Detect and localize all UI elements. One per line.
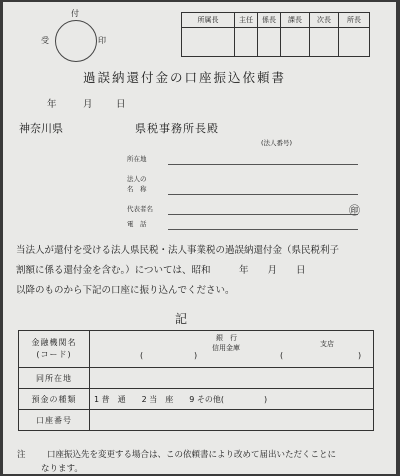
body-text-line-2: 割額に係る還付金を含む。）については、昭和 年 月 日: [16, 265, 306, 276]
representative-label: 代表者名: [127, 205, 153, 213]
location-value-cell[interactable]: [90, 368, 374, 389]
approval-header-shozokucho: 所属長: [182, 13, 235, 28]
institution-code-label: (コード): [36, 350, 72, 359]
institution-value-cell[interactable]: [90, 331, 374, 368]
address-line[interactable]: [168, 164, 358, 165]
deposit-type-label: 預金の種類: [19, 389, 90, 410]
phone-label: 電 話: [127, 220, 147, 228]
corp-name-line[interactable]: [168, 194, 358, 195]
body-text-line-3: 以降のものから下記の口座に振り込んでください。: [16, 285, 235, 296]
representative-line[interactable]: [168, 214, 358, 215]
date-month-label: 月: [83, 99, 93, 110]
code-paren-open: (: [140, 351, 144, 360]
code-paren-close: ): [194, 351, 198, 360]
branch-paren-open: (: [280, 351, 284, 360]
approval-cell[interactable]: [258, 28, 281, 57]
note-label: 注: [17, 450, 26, 460]
prefecture-name: 神奈川県: [19, 122, 63, 135]
reception-stamp-circle: [55, 20, 97, 62]
account-number-cell[interactable]: [90, 410, 374, 431]
addressee: 県税事務所長殿: [135, 122, 219, 135]
stamp-label-right: 印: [98, 36, 106, 45]
bank-account-table: [18, 330, 374, 431]
branch-paren-close: ): [358, 351, 362, 360]
branch-label: 支店: [320, 340, 334, 348]
seal-mark-icon: ㊞: [349, 204, 360, 217]
approval-cell[interactable]: [339, 28, 370, 57]
date-year-label: 年: [47, 99, 57, 110]
note-line-2: なります。: [41, 464, 83, 474]
account-number-label: 口座番号: [19, 410, 90, 431]
note-line-1: 口座振込先を変更する場合は、この依頼書により改めて届出いただくことに: [47, 450, 337, 460]
corp-number-label: (法人番号): [261, 139, 293, 147]
approval-header-shunin: 主任: [235, 13, 258, 28]
approval-header-kacho: 課長: [281, 13, 310, 28]
document-title: 過誤納還付金の口座振込依頼書: [83, 70, 287, 85]
approval-stamp-table: [181, 12, 370, 57]
deposit-type-options[interactable]: 1 普 通 2 当 座 9 その他( ): [90, 389, 374, 410]
stamp-label-top: 付: [71, 9, 79, 18]
ki-heading: 記: [175, 312, 188, 326]
institution-label-cell: [19, 331, 90, 368]
document-page: [3, 2, 396, 474]
institution-label: 金融機関名: [31, 338, 77, 347]
date-day-label: 日: [116, 99, 126, 110]
phone-line[interactable]: [168, 229, 358, 230]
approval-header-jicho: 次長: [310, 13, 339, 28]
approval-cell[interactable]: [235, 28, 258, 57]
approval-header-kakaricho: 係長: [258, 13, 281, 28]
approval-cell[interactable]: [182, 28, 235, 57]
credit-union-option: 信用金庫: [212, 344, 240, 352]
corp-name-label-1: 法人の: [127, 175, 147, 183]
location-label: 同所在地: [19, 368, 90, 389]
bank-option: 銀 行: [216, 334, 237, 342]
approval-cell[interactable]: [281, 28, 310, 57]
approval-cell[interactable]: [310, 28, 339, 57]
approval-header-shocho: 所長: [339, 13, 370, 28]
corp-name-label-2: 名 称: [127, 185, 147, 193]
stamp-label-left: 受: [41, 36, 49, 45]
address-label: 所在地: [127, 155, 147, 163]
body-text-line-1: 当法人が還付を受ける法人県民税・法人事業税の過誤納還付金（県民税利子: [16, 245, 340, 256]
